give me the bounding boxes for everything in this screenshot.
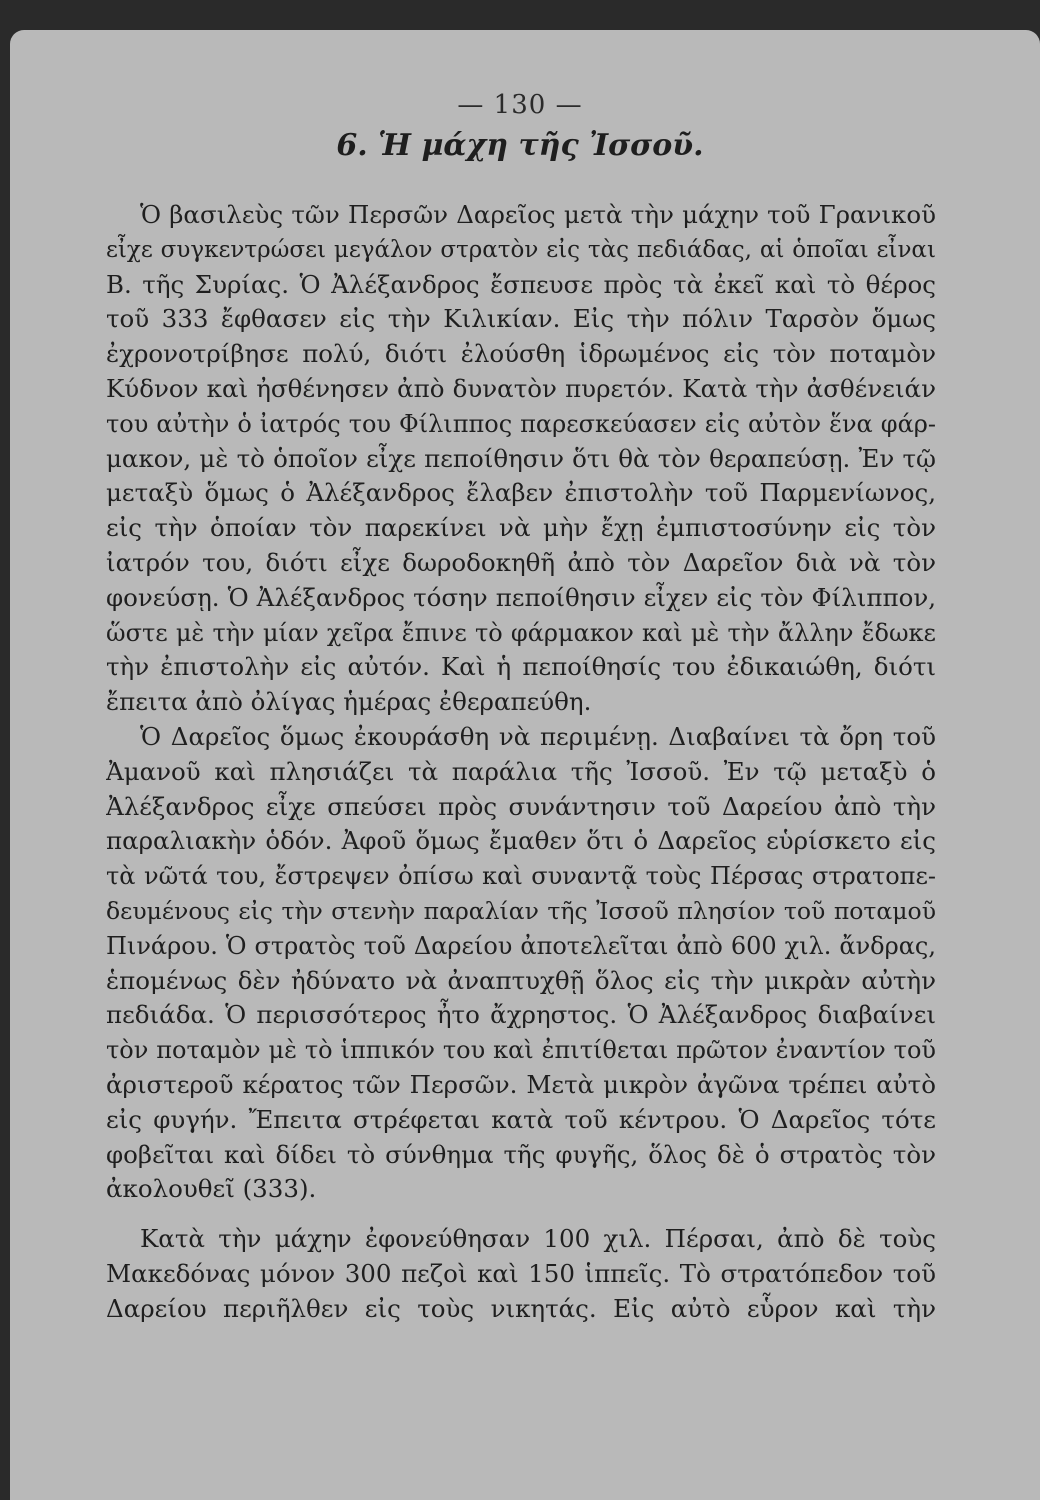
text-line: εἶχε συγκεντρώσει μεγάλον στρατὸν εἰς τὰς πεδιάδας, αἱ ὁποῖαι εἶναι xyxy=(106,236,936,263)
chapter-title: 6. Ἡ μάχη τῆς Ἰσσοῦ. xyxy=(336,128,704,163)
text-line: Κύδνον καὶ ἠσθένησεν ἀπὸ δυνατὸν πυρετόν. Κατὰ τὴν ἀσθένειάν xyxy=(106,373,936,403)
body-text xyxy=(106,198,936,1327)
paragraph-1 xyxy=(106,198,936,720)
text-line: τὴν ἐπιστολὴν εἰς αὐτόν. Καὶ ἡ πεποίθησίς του ἐδικαιώθη, διότι xyxy=(106,652,936,682)
text-line: ἀκολουθεῖ (333). xyxy=(106,1174,317,1204)
text-line: Ὁ Δαρεῖος ὅμως ἐκουράσθη νὰ περιμένῃ. Διαβαίνει τὰ ὄρη τοῦ xyxy=(140,721,936,751)
page-number: — 130 — xyxy=(457,90,583,120)
paragraph-2 xyxy=(106,720,936,1207)
text-line: Ἀμανοῦ καὶ πλησιάζει τὰ παράλια τῆς Ἰσσοῦ. Ἐν τῷ μεταξὺ ὁ xyxy=(106,756,936,786)
text-line: Κατὰ τὴν μάχην ἐφονεύθησαν 100 χιλ. Πέρσαι, ἀπὸ δὲ τοὺς xyxy=(140,1224,936,1254)
text-line: εἰς τὴν ὁποίαν τὸν παρεκίνει νὰ μὴν ἔχῃ ἐμπιστοσύνην εἰς τὸν xyxy=(106,513,936,543)
text-line: εἰς φυγήν. Ἔπειτα στρέφεται κατὰ τοῦ κέντρου. Ὁ Δαρεῖος τότε xyxy=(106,1104,936,1134)
text-line: φονεύσῃ. Ὁ Ἀλέξανδρος τόσην πεποίθησιν εἶχεν εἰς τὸν Φίλιππον, xyxy=(106,582,936,612)
text-line: Μακεδόνας μόνον 300 πεζοὶ καὶ 150 ἱππεῖς. Τὸ στρατόπεδον τοῦ xyxy=(106,1258,936,1288)
text-line: Β. τῆς Συρίας. Ὁ Ἀλέξανδρος ἔσπευσε πρὸς τὰ ἐκεῖ καὶ τὸ θέρος xyxy=(106,269,936,299)
text-line: Πινάρου. Ὁ στρατὸς τοῦ Δαρείου ἀποτελεῖται ἀπὸ 600 χιλ. ἄνδρας, xyxy=(106,931,936,960)
text-line: ἐχρονοτρίβησε πολύ, διότι ἐλούσθη ἱδρωμένος εἰς τὸν ποταμὸν xyxy=(106,339,936,369)
paragraph-gap xyxy=(106,1207,936,1222)
text-line: δευμένους εἰς τὴν στενὴν παραλίαν τῆς Ἰσσοῦ πλησίον τοῦ ποταμοῦ xyxy=(106,896,936,925)
text-line: μεταξὺ ὅμως ὁ Ἀλέξανδρος ἔλαβεν ἐπιστολὴν τοῦ Παρμενίωνος, xyxy=(106,478,936,508)
text-line: ἀριστεροῦ κέρατος τῶν Περσῶν. Μετὰ μικρὸν ἀγῶνα τρέπει αὐτὸ xyxy=(106,1069,936,1099)
text-line: ἑπομένως δὲν ἠδύνατο νὰ ἀναπτυχθῇ ὅλος εἰς τὴν μικρὰν αὐτὴν xyxy=(106,965,936,995)
text-line: τὸν ποταμὸν μὲ τὸ ἱππικόν του καὶ ἐπιτίθεται πρῶτον ἐναντίον τοῦ xyxy=(106,1036,936,1065)
text-line: τοῦ 333 ἔφθασεν εἰς τὴν Κιλικίαν. Εἰς τὴν πόλιν Ταρσὸν ὅμως xyxy=(106,304,936,334)
text-line: πεδιάδα. Ὁ περισσότερος ἦτο ἄχρηστος. Ὁ Ἀλέξανδρος διαβαίνει xyxy=(106,1000,936,1030)
text-line: ὥστε μὲ τὴν μίαν χεῖρα ἔπινε τὸ φάρμακον καὶ μὲ τὴν ἄλλην ἔδωκε xyxy=(106,618,936,647)
text-line: Ὁ βασιλεὺς τῶν Περσῶν Δαρεῖος μετὰ τὴν μάχην τοῦ Γρανικοῦ xyxy=(140,200,936,229)
text-line: μακον, μὲ τὸ ὁποῖον εἶχε πεποίθησιν ὅτι θὰ τὸν θεραπεύσῃ. Ἐν τῷ xyxy=(106,443,936,473)
text-line: τὰ νῶτά του, ἔστρεψεν ὀπίσω καὶ συναντᾷ τοὺς Πέρσας στρατοπε- xyxy=(106,862,936,891)
text-line: ἔπειτα ἀπὸ ὀλίγας ἡμέρας ἐθεραπεύθη. xyxy=(106,687,592,717)
text-line: του αὐτὴν ὁ ἰατρός του Φίλιππος παρεσκεύασεν εἰς αὐτὸν ἕνα φάρ- xyxy=(106,409,936,438)
paragraph-3 xyxy=(106,1222,936,1326)
text-line: φοβεῖται καὶ δίδει τὸ σύνθημα τῆς φυγῆς, ὅλος δὲ ὁ στρατὸς τὸν xyxy=(106,1139,936,1169)
text-line: Ἀλέξανδρος εἶχε σπεύσει πρὸς συνάντησιν τοῦ Δαρείου ἀπὸ τὴν xyxy=(106,791,936,821)
text-line: Δαρείου περιῆλθεν εἰς τοὺς νικητάς. Εἰς αὐτὸ εὗρον καὶ τὴν xyxy=(106,1293,936,1323)
text-line: παραλιακὴν ὁδόν. Ἀφοῦ ὅμως ἔμαθεν ὅτι ὁ Δαρεῖος εὑρίσκετο εἰς xyxy=(106,826,936,856)
text-line: ἰατρόν του, διότι εἶχε δωροδοκηθῆ ἀπὸ τὸν Δαρεῖον διὰ νὰ τὸν xyxy=(106,547,936,577)
